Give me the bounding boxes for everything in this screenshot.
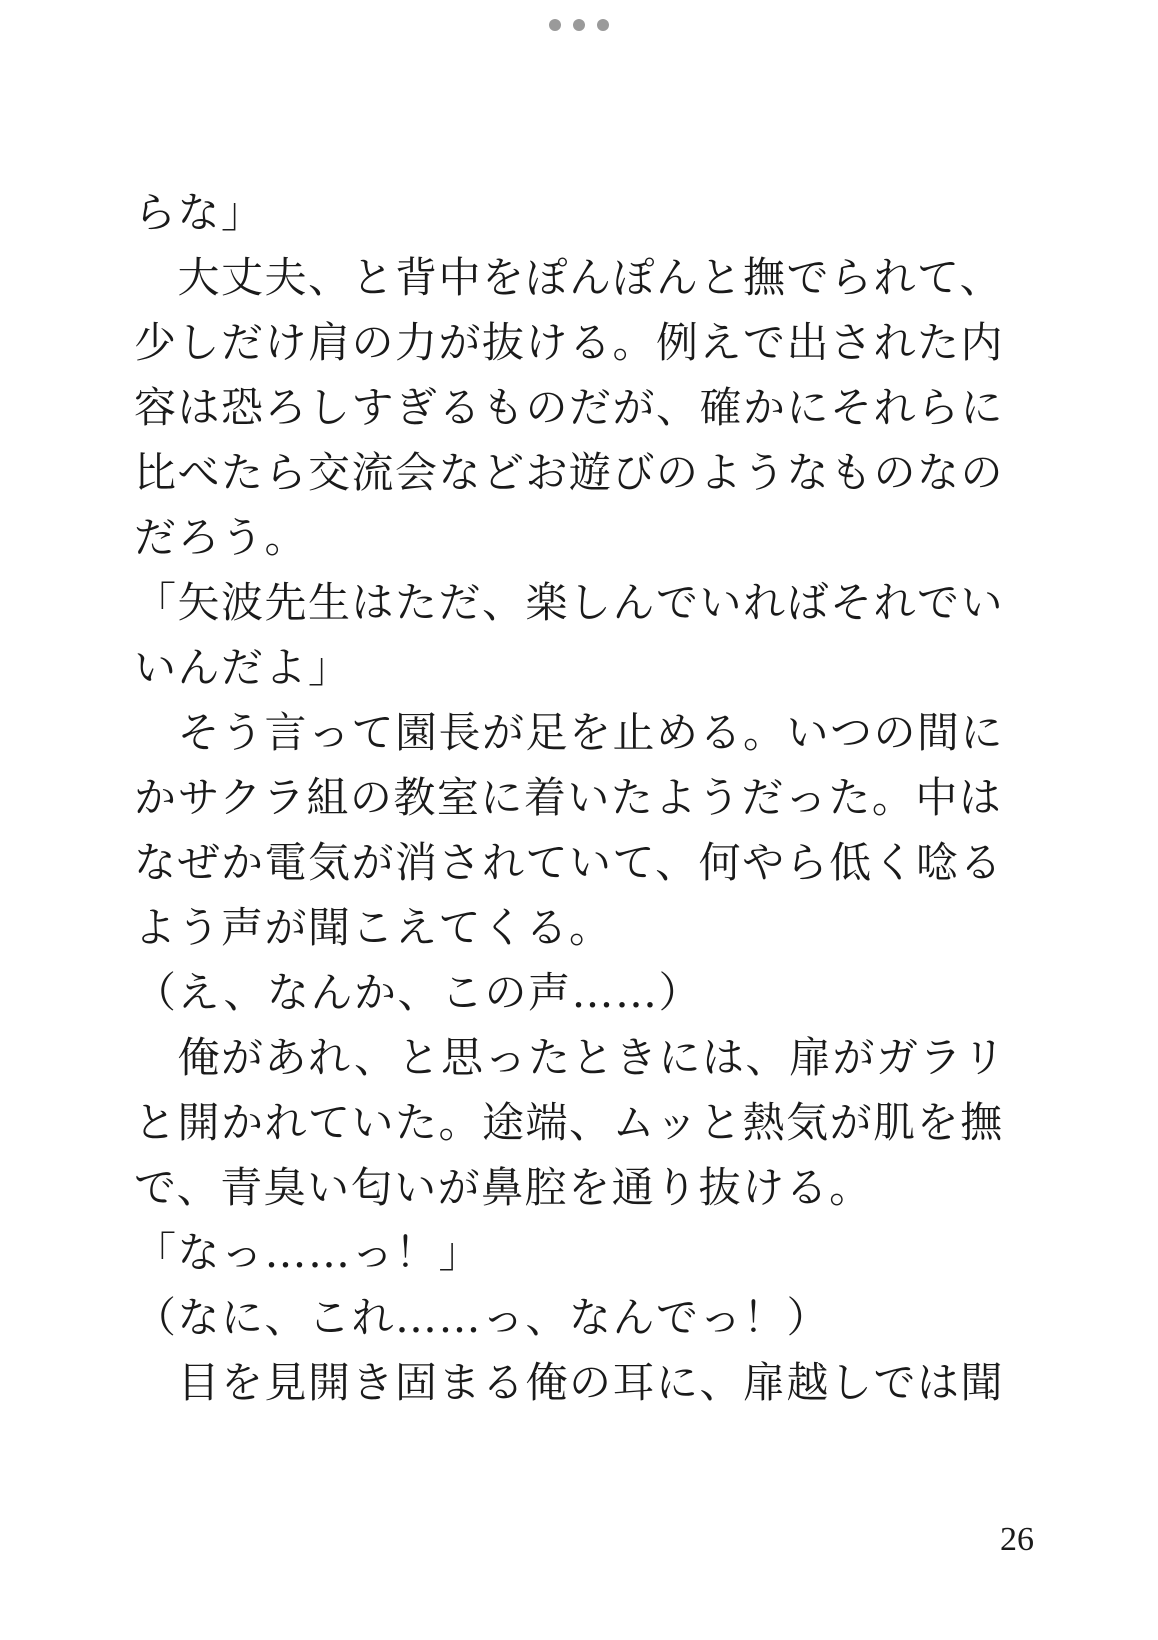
text-line: 容は恐ろしすぎるものだが、確かにそれらに — [134, 383, 1005, 432]
text-line: で、青臭い匂いが鼻腔を通り抜ける。 — [134, 1163, 873, 1212]
page-number: 26 — [1000, 1521, 1034, 1558]
text-line: 俺があれ、と思ったときには、扉がガラリ — [134, 1033, 1007, 1082]
text-line: （なに、これ……っ、なんでっ！） — [134, 1293, 831, 1342]
menu-dot — [597, 19, 609, 31]
text-line: 比べたら交流会などお遊びのようなものなの — [134, 448, 1005, 497]
text-line: かサクラ組の教室に着いたようだった。中は — [134, 773, 1003, 822]
text-line: そう言って園長が足を止める。いつの間に — [134, 708, 1005, 757]
text-line: だろう。 — [134, 513, 309, 562]
text-line: 「なっ……っ！」 — [134, 1228, 483, 1277]
text-line: 少しだけ肩の力が抜ける。例えで出された内 — [134, 318, 1005, 367]
menu-dot — [573, 19, 585, 31]
text-line: 目を見開き固まる俺の耳に、扉越しでは聞 — [134, 1358, 1005, 1407]
text-line: 「矢波先生はただ、楽しんでいればそれでい — [134, 578, 1005, 627]
menu-dot — [549, 19, 561, 31]
more-menu-icon[interactable] — [549, 18, 609, 32]
page-text — [134, 180, 1014, 1415]
text-line: らな」 — [134, 188, 265, 237]
text-line: なぜか電気が消されていて、何やら低く唸る — [134, 838, 1004, 887]
text-line: いんだよ」 — [134, 643, 352, 692]
text-line: 大丈夫、と背中をぽんぽんと撫でられて、 — [134, 253, 1004, 302]
text-line: と開かれていた。途端、ムッと熱気が肌を撫 — [134, 1098, 1004, 1147]
text-line: よう声が聞こえてくる。 — [134, 903, 613, 952]
text-line: （え、なんか、この声……） — [134, 968, 703, 1017]
